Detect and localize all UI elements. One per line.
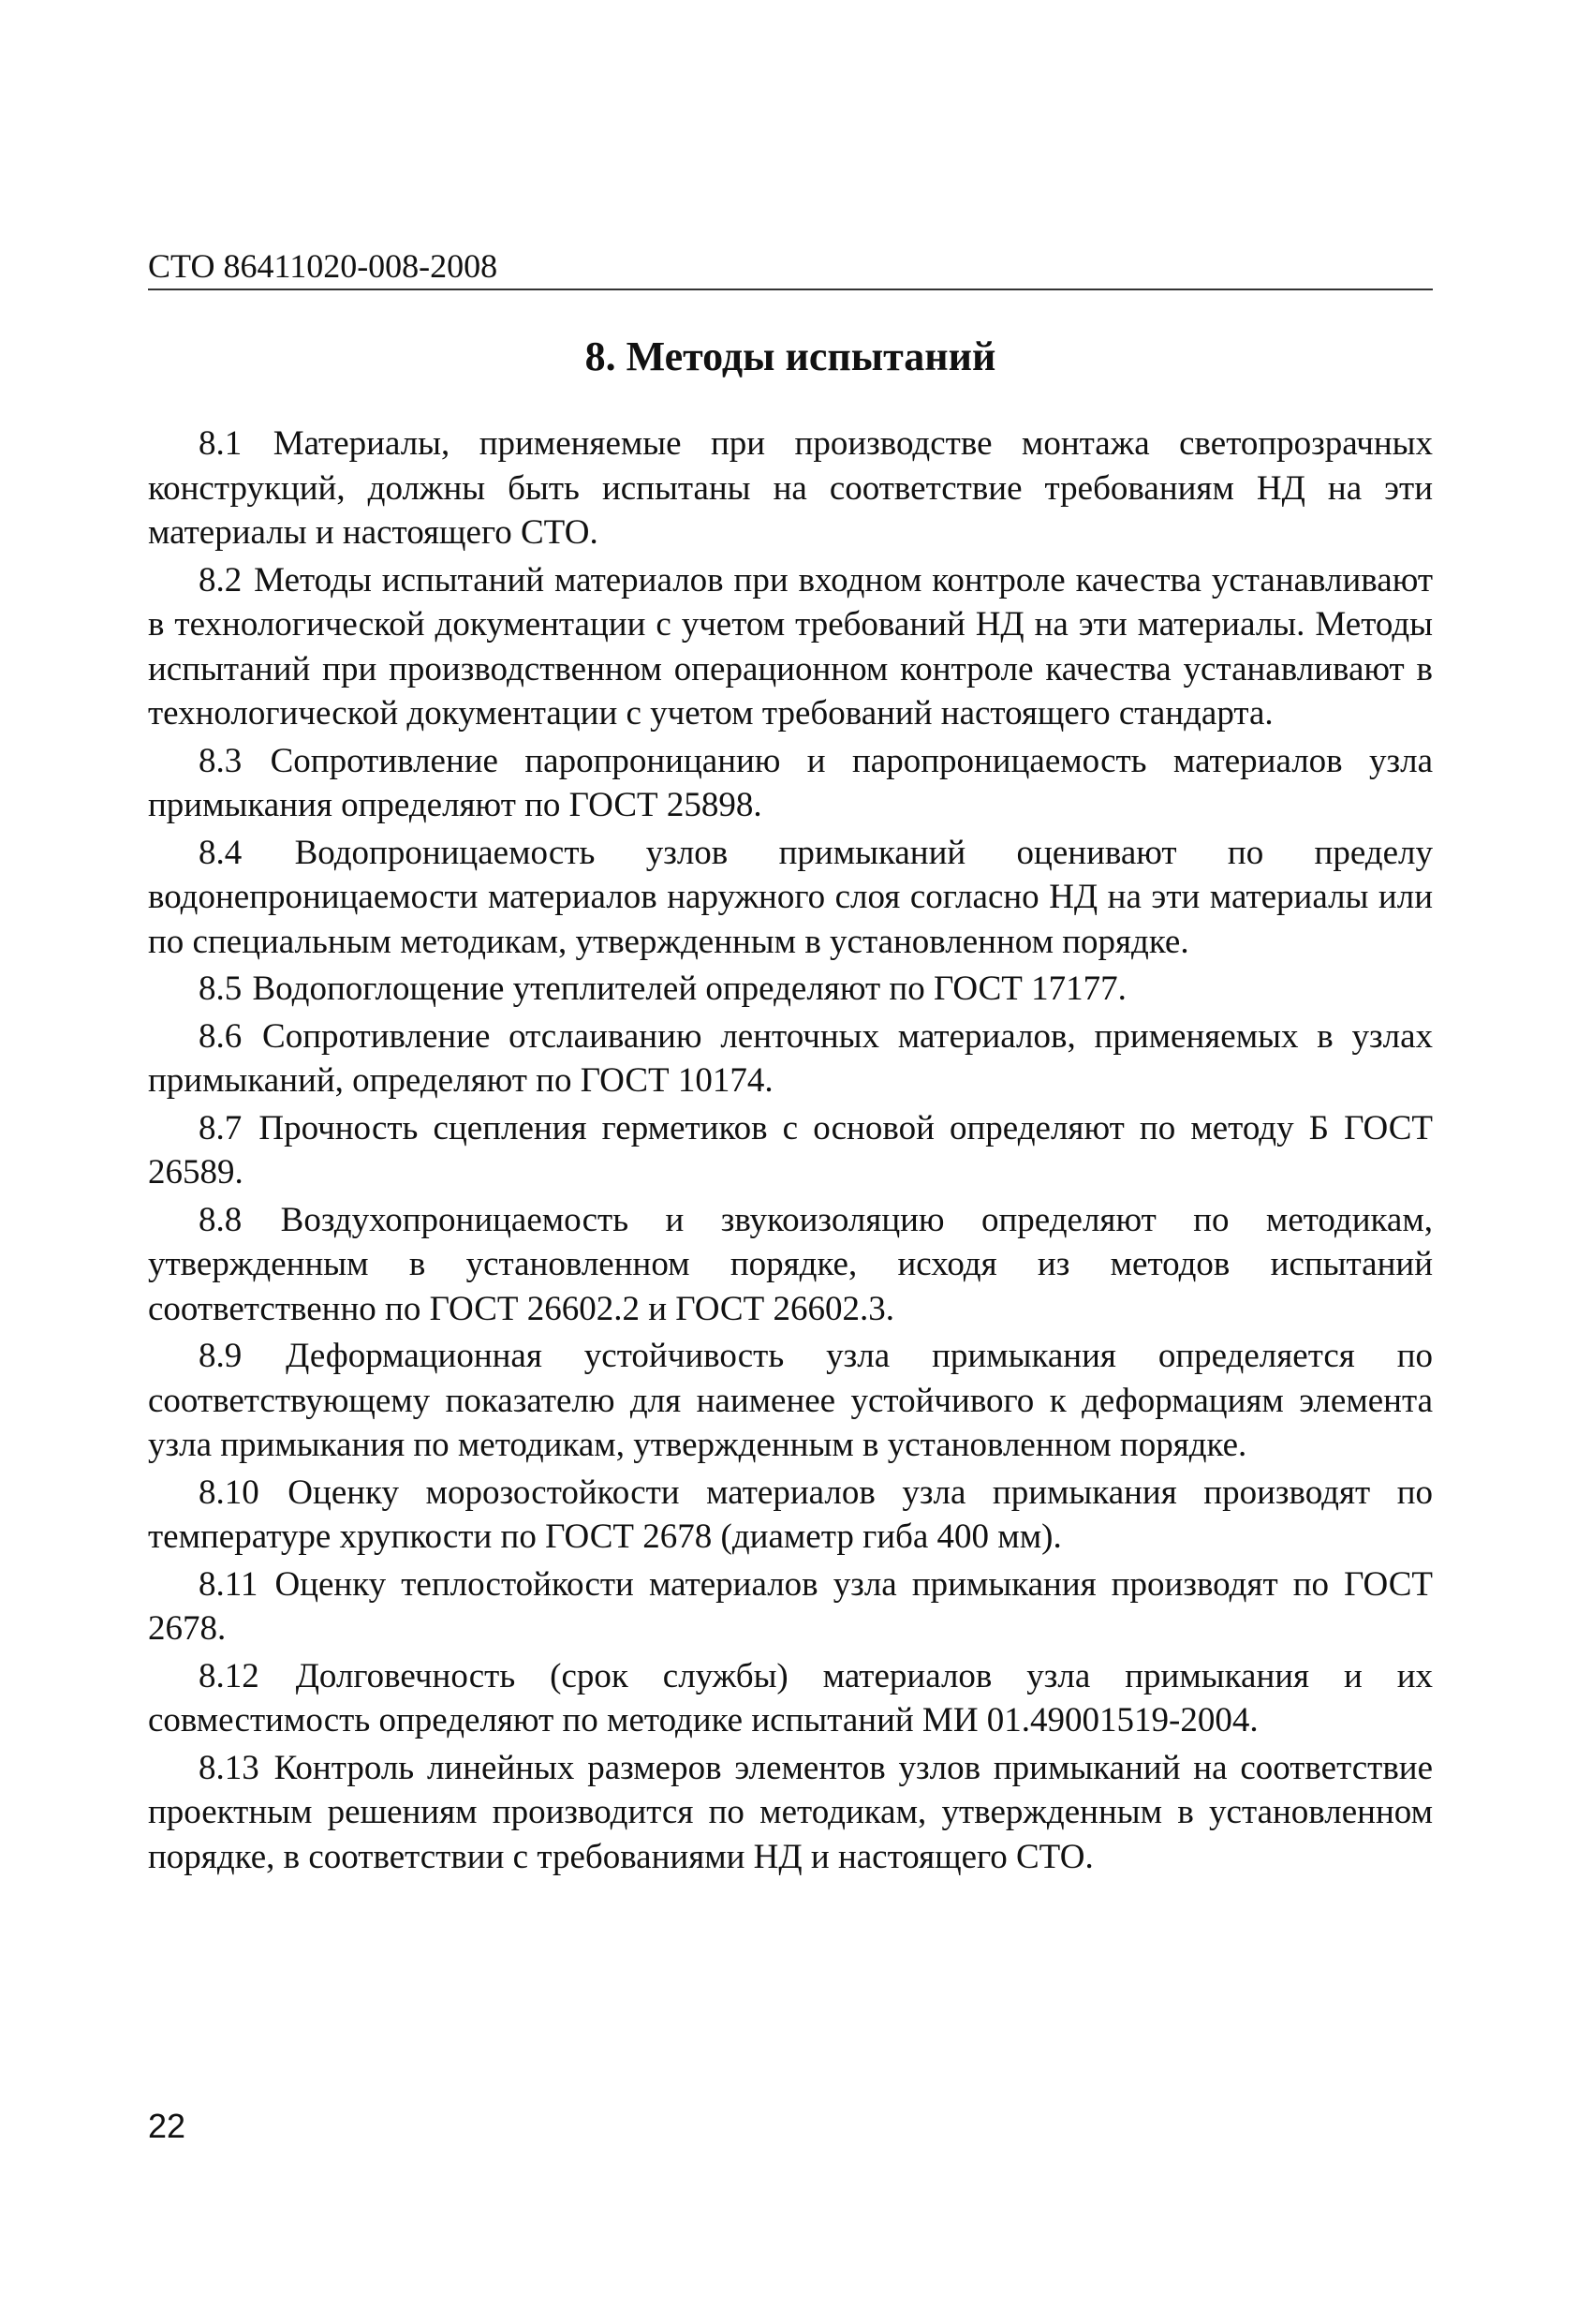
paragraph-8-2 (148, 558, 1433, 736)
paragraph-text: Контроль линейных размеров элементов узлов примыканий на соответствие проектным решениям производится по методикам, утвержденным в установленном порядке, в соответствии с требованиями НД и настоящего СТО. (148, 1748, 1434, 1876)
paragraph-8-4 (148, 831, 1433, 965)
paragraph-number: 8.1 (199, 424, 243, 463)
paragraph-number: 8.4 (199, 833, 243, 872)
document-code: СТО 86411020-008-2008 (148, 247, 498, 285)
paragraph-text: Долговечность (срок службы) материалов узла примыкания и их совместимость определяют по методике испытаний МИ 01.49001519-2004. (148, 1656, 1434, 1739)
paragraph-number: 8.5 (199, 970, 243, 1008)
paragraph-number: 8.2 (199, 560, 243, 600)
paragraph-number: 8.6 (199, 1016, 243, 1056)
paragraph-text: Оценку морозостойкости материалов узла примыкания производят по температуре хрупкости по ГОСТ 2678 (диаметр гиба 400 мм). (148, 1473, 1434, 1556)
paragraph-text: Воздухопроницаемость и звукоизоляцию определяют по методикам, утвержденным в установленном порядке, исходя из методов испытаний соответственно по ГОСТ 26602.2 и ГОСТ 26602.3. (148, 1200, 1433, 1328)
paragraph-8-3 (148, 739, 1433, 828)
paragraph-8-1 (148, 422, 1433, 555)
paragraph-number: 8.8 (199, 1200, 243, 1239)
paragraph-text: Сопротивление паропроницанию и паропроницаемость материалов узла примыкания определяют по ГОСТ 25898. (148, 741, 1433, 824)
section-content (148, 422, 1433, 1882)
paragraph-text: Методы испытаний материалов при входном контроле качества устанавливают в технологической документации с учетом требований НД на эти материалы. Методы испытаний при производственном операционном контроле качества устанавливают в технологической документации с учетом требований настоящего стандарта. (148, 560, 1434, 733)
paragraph-number: 8.3 (199, 741, 243, 780)
paragraph-number: 8.13 (199, 1748, 259, 1787)
paragraph-number: 8.11 (199, 1564, 258, 1604)
paragraph-number: 8.12 (199, 1656, 259, 1695)
paragraph-text: Прочность сцепления герметиков с основой определяют по методу Б ГОСТ 26589. (148, 1108, 1433, 1192)
paragraph-text: Водопроницаемость узлов примыканий оценивают по пределу водонепроницаемости материалов наружного слоя согласно НД на эти материалы или по специальным методикам, утвержденным в установленном порядке. (148, 833, 1434, 961)
paragraph-8-8 (148, 1198, 1433, 1332)
paragraph-8-13 (148, 1746, 1433, 1880)
paragraph-8-9 (148, 1334, 1433, 1468)
paragraph-text: Деформационная устойчивость узла примыкания определяется по соответствующему показателю для наименее устойчивого к деформациям элемента узла примыкания по методикам, утвержденным в установленном порядке. (148, 1337, 1433, 1464)
paragraph-8-5 (148, 967, 1433, 1012)
section-title: 8. Методы испытаний (584, 333, 996, 379)
paragraph-8-7 (148, 1106, 1433, 1195)
page-number: 22 (148, 2107, 186, 2145)
paragraph-text: Сопротивление отслаиванию ленточных материалов, применяемых в узлах примыканий, определяют по ГОСТ 10174. (148, 1016, 1433, 1100)
document-header (148, 245, 1433, 290)
paragraph-number: 8.10 (199, 1473, 259, 1512)
paragraph-text: Водопоглощение утеплителей определяют по ГОСТ 17177. (252, 970, 1127, 1008)
paragraph-8-10 (148, 1471, 1433, 1560)
paragraph-number: 8.9 (199, 1337, 243, 1375)
paragraph-8-6 (148, 1014, 1433, 1103)
paragraph-text: Материалы, применяемые при производстве монтажа светопрозрачных конструкций, должны быть испытаны на соответствие требованиям НД на эти материалы и настоящего СТО. (148, 424, 1434, 552)
paragraph-8-11 (148, 1562, 1433, 1651)
paragraph-8-12 (148, 1654, 1433, 1743)
paragraph-number: 8.7 (199, 1108, 243, 1147)
paragraph-text: Оценку теплостойкости материалов узла примыкания производят по ГОСТ 2678. (148, 1564, 1434, 1648)
